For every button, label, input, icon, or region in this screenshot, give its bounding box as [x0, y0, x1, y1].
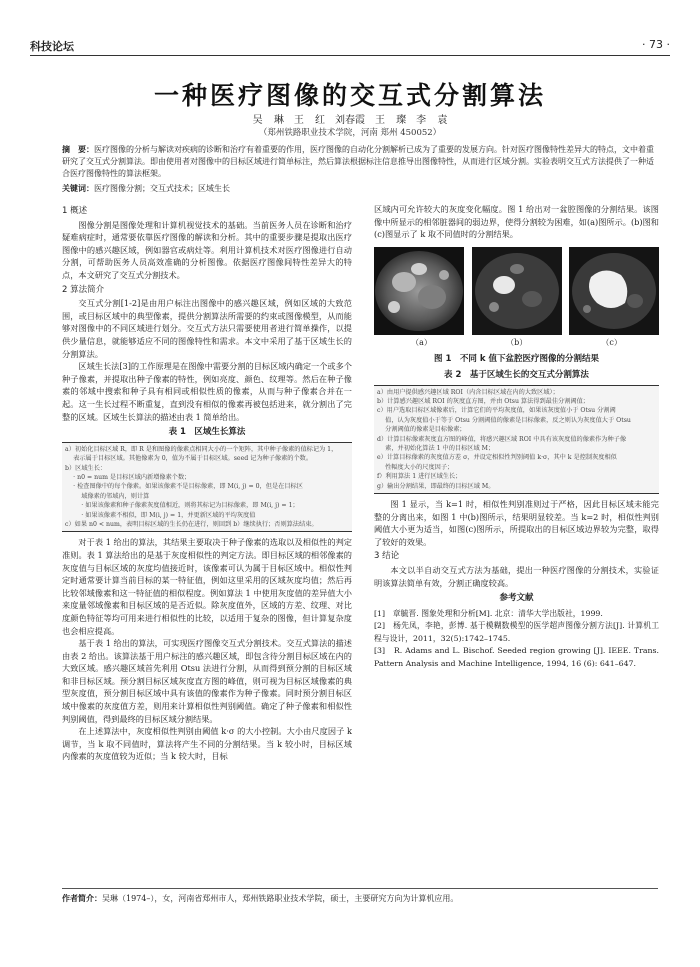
table2-line: g）输出分割结果，即最终的目标区域 M。 — [377, 482, 495, 490]
table2-line: f）利用算法 1 进行区域生长； — [377, 473, 462, 481]
journal-name: 科技论坛 — [30, 40, 74, 53]
author-footnote — [62, 893, 458, 904]
authors: 吴 琳 王 红 刘春霞 王 璨 李 袁 — [252, 115, 448, 126]
footnote-text: 吴琳（1974–），女，河南省郑州市人，郑州铁路职业技术学院，硕士，主要研究方向为计算机应用。 — [102, 894, 459, 903]
ct-image-c — [569, 247, 659, 335]
reference-item: [3] R. Adams and L. Bischof. Seeded region growing [J]. IEEE. Trans. Pattern Analysis and Machine Intelligence, 1994, 16 (6): 641–647. — [374, 646, 659, 668]
paragraph: 图 1 显示，当 k=1 时，相似性判别准则过于严格，因此目标区域未能完整的分离出来，如图 1 中(b)图所示，结果明显较差。当 k=2 时，相似性判别阈值大小更为适当，如图(c)图所示，所提取出的目标区域边界较为完整，取得了较好的效果。 — [374, 499, 659, 547]
table1 — [62, 442, 352, 533]
paragraph: 对于表 1 给出的算法，其结果主要取决于种子像素的选取以及相似性的判定准则。表 1 算法给出的是基于灰度相似性的判定方法。即目标区域的相邻像素的灰度值与目标区域的灰度均值接近时，该像素可认为属于目标区域中。相似性判定时通常要计算当前目标的某一特征值，例如这里采用的区域灰度均值；然后再比较邻域像素和这一特征值的相似程度。例如算法 1 中使用灰度值的差异值大小来度量邻域像素和目标区域的是否近似。除灰度值外，区域的方差、纹理、对比度颜色特征等均可用来进行相似性的比较，以适用于复杂的图像，但计算复杂度也会相应提高。 — [62, 537, 352, 636]
table1-line: 域像素的邻域内，则计算 — [65, 492, 150, 500]
column-right — [374, 203, 659, 670]
paragraph: 图像分割是图像处理和计算机视觉技术的基础。当前医务人员在诊断和治疗疑难病症时，通常要依靠医疗图像的解读和分析。其中的重要步骤是提取出医疗图像中的感兴趣区域，例如器官或病灶等。利用计算机技术对医疗图像进行自动分割，可帮助医务人员高效准确的分析图像。依据医疗图像间特性差异大的特点，本文研究了交互式分割技术。 — [62, 219, 352, 280]
affiliation: （郑州铁路职业技术学院，河南 郑州 450052） — [258, 128, 442, 138]
table2-line: 分割阈值的像素是目标像素； — [377, 426, 466, 434]
table1-line: c）如果 n0 < num，表明目标区域的生长仍在进行，则回到 b）继续执行；否则算法结束。 — [65, 520, 318, 528]
paragraph: 区域生长法[3]的工作原理是在图像中需要分割的目标区域内确定一个或多个种子像素，并提取出种子像素的特性，例如亮度、颜色、纹理等。然后在种子像素的邻域中搜索和种子具有相同或相似性质的像素，从而与种子像素合并在一起。这一生长过程不断重复，直到没有相似的像素再被包括进来，就分割出了完整的区域。区域生长算法的描述由表 1 简单给出。 — [62, 361, 352, 422]
table1-caption: 表 1 区域生长算法 — [168, 427, 246, 438]
table2-line: 值，认为灰度值小于等于 Otsu 分割阈值的像素是目标像素，反之则认为灰度值大于 Otsu — [377, 416, 631, 424]
keywords-text: 医疗图像分割；交互式技术；区域生长 — [94, 184, 230, 193]
paragraph: 基于表 1 给出的算法，可实现医疗图像交互式分割技术。交互式算法的描述由表 2 给出。该算法基于用户标注的感兴趣区域，即包含待分割目标区域在内的大致区域。感兴趣区域首先利用 Otsu 法进行分割，从而得到预分割的目标区域和非目标区域。预分割目标区域灰度直方图的峰值，则可视为目标区域像素的典型灰度值，预分割目标区域中具有该值的像素作为种子像素。同时预分割目标区域中像素的灰度值方差，则用来计算相似性判别阈值。确定了种子像素和相似性判别阈值，得到最终的目标区域分割结果。 — [62, 638, 352, 724]
keywords — [62, 183, 658, 194]
paragraph: 在上述算法中，灰度相似性判别由阈值 k·σ 的大小控制。大小由尺度因子 k 调节，当 k 取不同值时，算法将产生不同的分割结果。当 k 较小时，目标区域内像素的灰度值较为近似；当 k 较大时，目标 — [62, 726, 352, 762]
table1-line: b）区域生长： — [65, 464, 107, 472]
abstract-label: 摘 要： — [62, 145, 94, 154]
page-number: · 73 · — [642, 38, 670, 51]
table1-line: · 如果该像素不相似，即 M(i, j) = 1，并更新区域的平均灰度值 — [65, 511, 256, 519]
section-heading-2: 2 算法简介 — [62, 284, 105, 295]
table2-line: e）计算目标像素的灰度值方差 σ，并设定相似性判别阈值 k·σ，其中 k 是控制灰度相似 — [377, 454, 617, 462]
reference-item: [1] 章毓晋. 图象处理和分析[M]. 北京：清华大学出版社，1999. — [374, 608, 603, 618]
figure1-caption: 图 1 不同 k 值下盆腔医疗图像的分割结果 — [434, 354, 599, 365]
paragraph: 本文以半自动交互式方法为基础，提出一种医疗图像的分割技术，实验证明该算法简单有效，分割正确度较高。 — [374, 565, 659, 588]
header-rule — [30, 55, 670, 56]
table1-line: · n0 = num 是目标区域内新增像素个数； — [65, 473, 191, 481]
table2-line: a）由用户提供感兴趣区域 ROI（内含目标区域在内的大致区域）； — [377, 388, 559, 396]
table2-line: c）用户选取目标区域像素后，计算它们的平均灰度值，如果该灰度值小于 Otsu 分割阈 — [377, 407, 616, 415]
table1-line: · 检查图像中的每个像素。如果该像素不是目标像素，即 M(i, j) = 0，但是在目标区 — [65, 483, 303, 491]
table1-line: 表示属于目标区域。其他像素为 0，值为不属于目标区域。seed 记为种子像素的个数。 — [65, 455, 313, 463]
fig-label-a: （a） — [411, 337, 432, 347]
section-heading-1: 1 概述 — [62, 206, 88, 216]
fig-label-b: （b） — [506, 337, 528, 347]
keywords-label: 关键词： — [62, 184, 94, 193]
footnote-rule — [62, 888, 658, 889]
figure1 — [374, 247, 659, 335]
table2-line: d）计算目标像素灰度直方图的峰值，将感兴趣区域 ROI 中具有该灰度值的像素作为种子像 — [377, 435, 627, 443]
fig-label-c: （c） — [601, 337, 622, 347]
ct-image-a — [374, 247, 464, 335]
abstract-text: 医疗图像的分析与解读对疾病的诊断和治疗有着重要的作用，医疗图像的自动化分割解析已成为了重要的发展方向。针对医疗图像特性差异大的特点，文中着重研究了交互式分割算法。即由使用者对图像中的目标区域进行简单标注，然后算法根据标注信息推导出图像特性，从而进行区域分割。实验表明交互式方法提供了一种适合医疗图像特性的算法框架。 — [62, 145, 654, 178]
paragraph: 交互式分割[1-2]是由用户标注出图像中的感兴趣区域，例如区域的大致范围，或目标区域中的典型像素，提供分割算法所需要的约束或图像模型，从而能够对图像中的不同区域进行划分。交互式方法只需要使用者进行简单操作，以提供少量信息，就能够适应不同的图像特性和需求。本文中采用了基于区域生长的分割算法。 — [62, 298, 352, 359]
abstract — [62, 144, 658, 180]
table2-line: 素，并初始化算法 1 中的目标区域 M； — [377, 445, 495, 452]
table2-line: b）计算感兴趣区域 ROI 的灰度直方图，并由 Otsu 算法得到最佳分割阈值； — [377, 397, 589, 405]
table1-line: · 如果该像素和种子像素灰度值相近，则将其标记为目标像素，即 M(i, j) = 1； — [65, 502, 299, 510]
references-heading: 参考文献 — [499, 593, 534, 604]
paragraph: 区域内可允许较大的灰度变化幅度。图 1 给出对一盆腔图像的分割结果。该图像中所显示的相邻脏器间的弱边界，使得分割较为困难，如(a)图所示。(b)图和(c)图显示了 k 取不同值时的分割结果。 — [374, 204, 659, 240]
reference-item: [2] 杨先凤，李艳，彭博. 基于模糊数模型的医学超声图像分割方法[J]. 计算机工程与设计，2011，32(5):1742–1745. — [374, 621, 659, 643]
table2-caption: 表 2 基于区域生长的交互式分割算法 — [444, 369, 589, 380]
table1-line: a）初始化目标区域 R，即 R 是和图像的像素点相同大小的一个矩阵，其中种子像素的值标记为 1， — [65, 445, 338, 453]
table2 — [374, 385, 659, 494]
footnote-label: 作者简介： — [62, 894, 102, 903]
section-heading-3: 3 结论 — [374, 551, 400, 562]
ct-image-b — [472, 247, 562, 335]
table2-line: 性幅度大小的尺度因子； — [377, 463, 454, 471]
figure1-sublabels — [374, 337, 659, 350]
column-left — [62, 203, 352, 763]
paper-title: 一种医疗图像的交互式分割算法 — [153, 81, 546, 110]
